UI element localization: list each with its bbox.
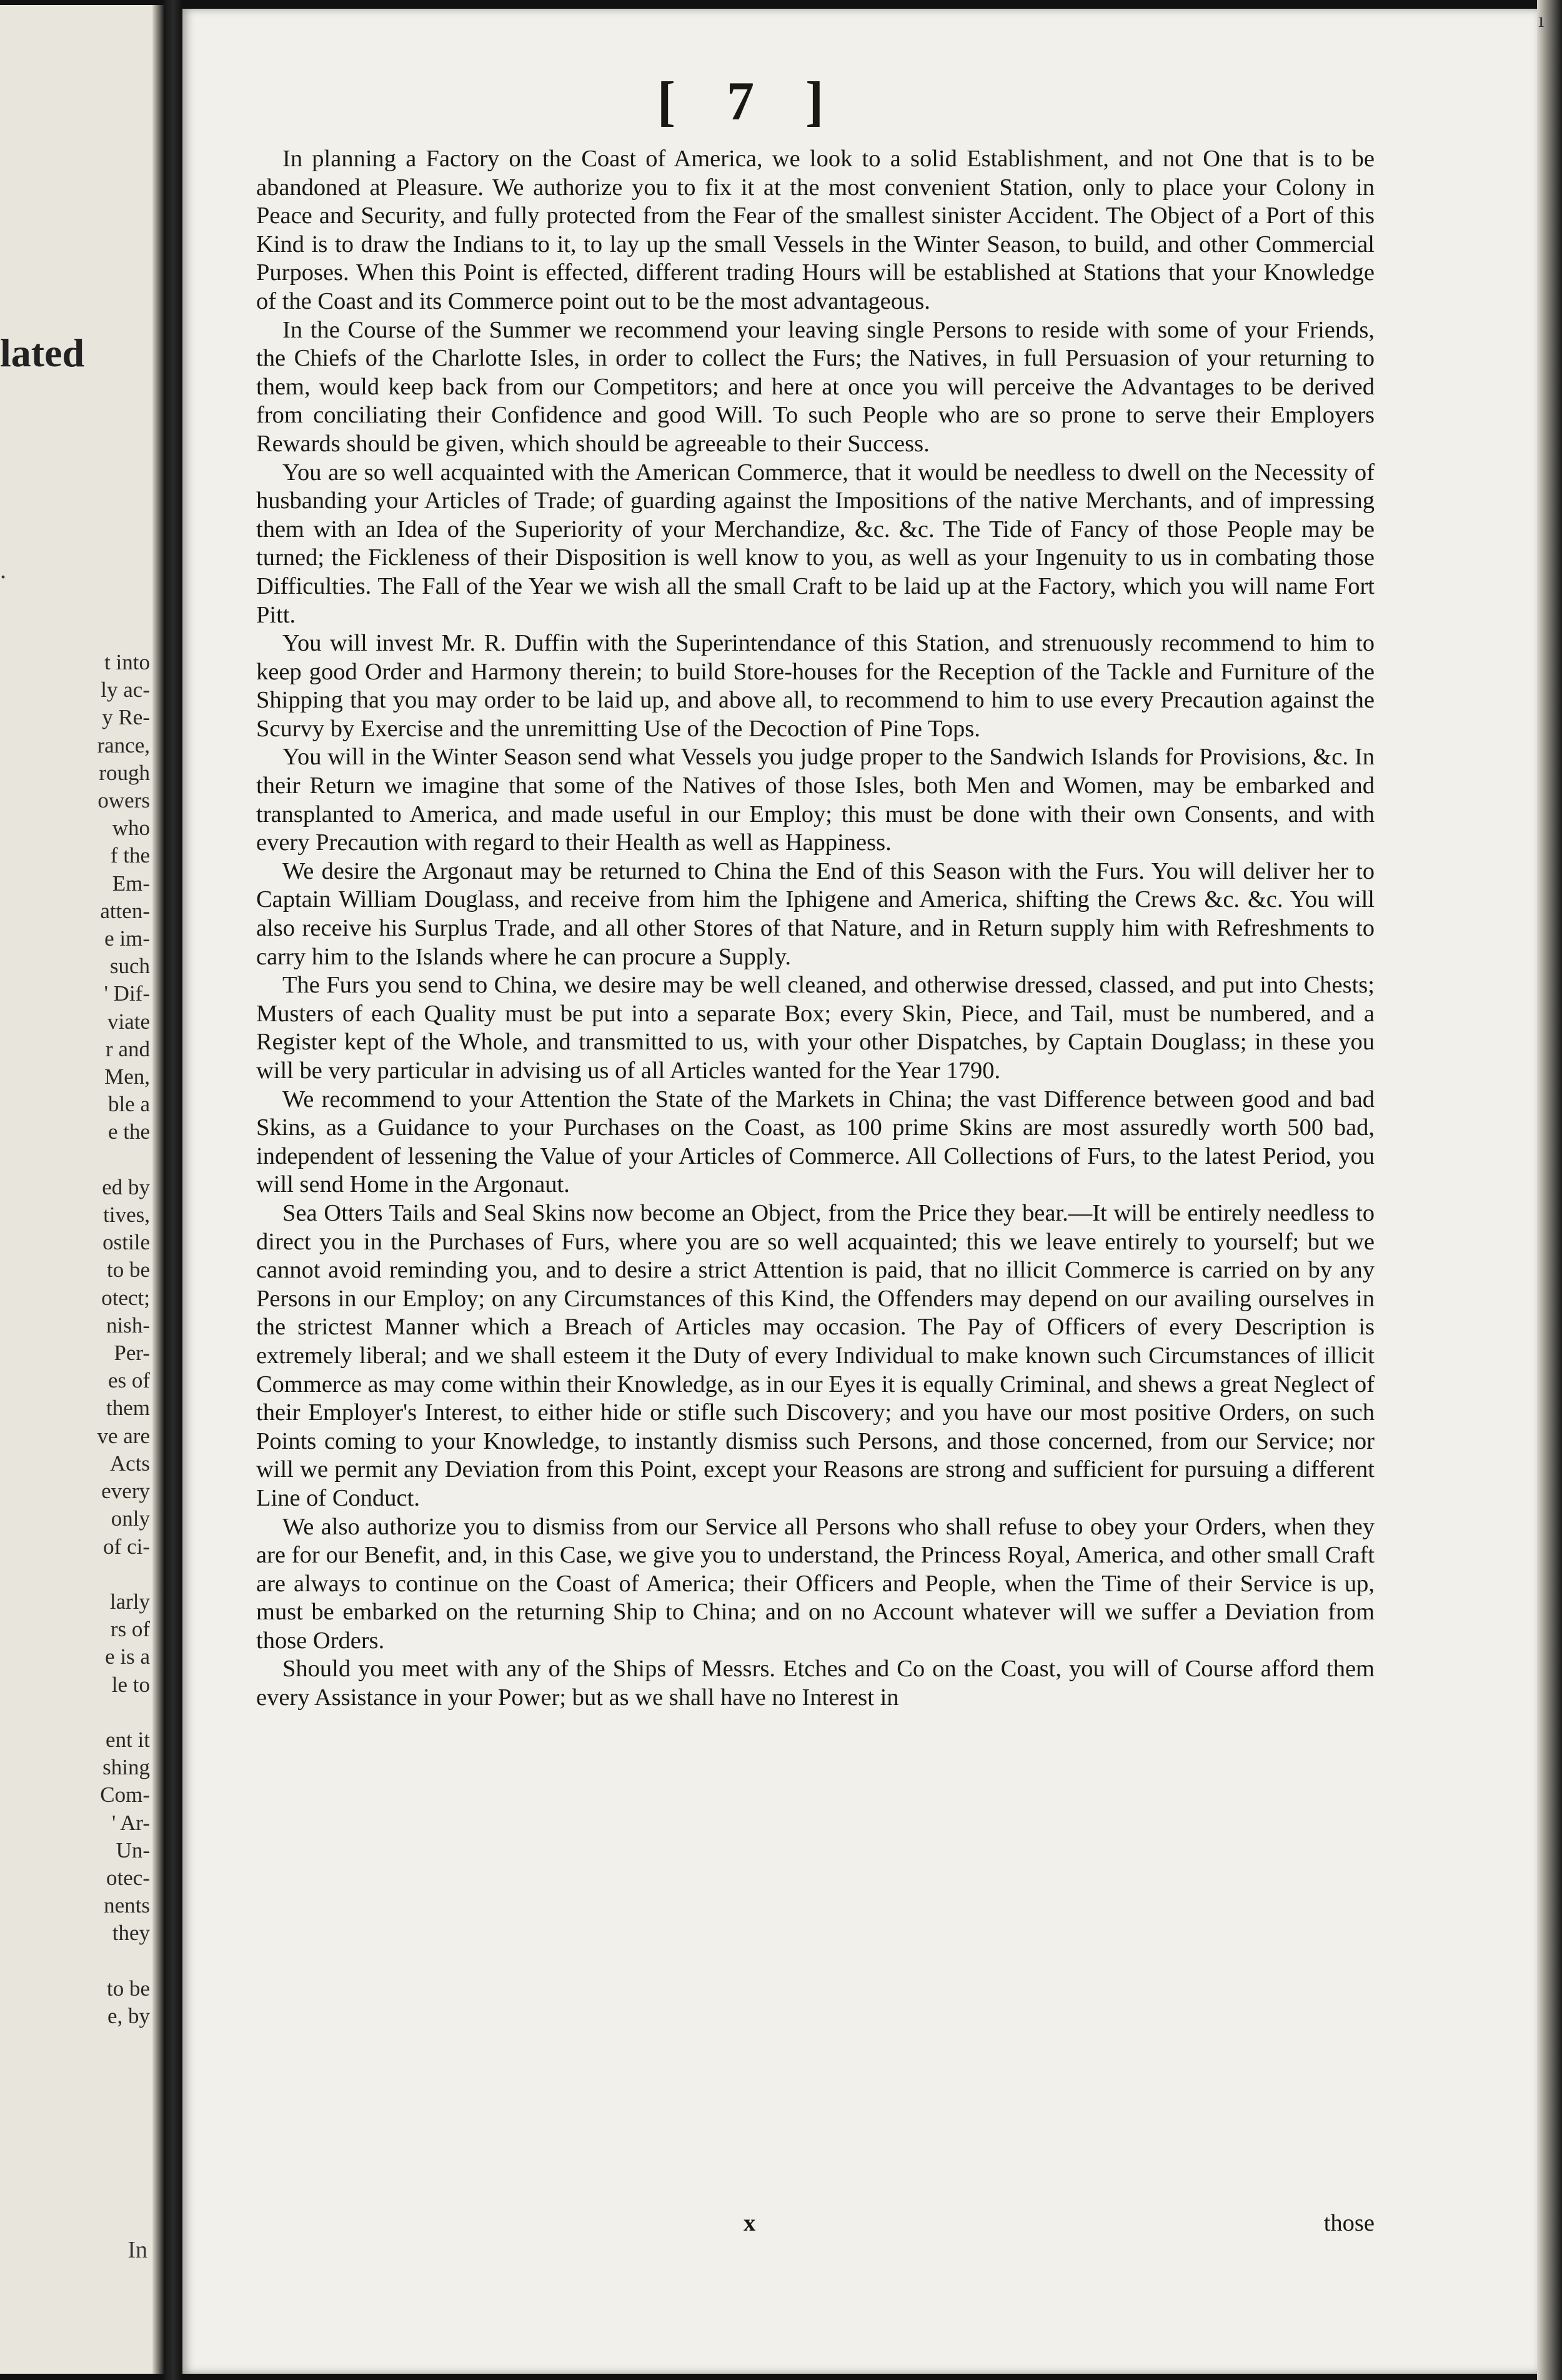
- paragraph: You are so well acquainted with the American Commerce, that it would be needless to dwell on the Necessity of husbanding your Articles of Trade; of guarding against the Impositions of the native Merchants, and of impressing them with an Idea of the Superiority of your Merchandize, &c. &c. The Tide of Fancy of those People may be turned; the Fickleness of their Disposition is well know to you, as well as your Ingenuity to us in combating those Difficulties. The Fall of the Year we wish all the small Craft to be laid up at the Factory, which you will name Fort Pitt.: [256, 459, 1375, 628]
- left-page-fragment: ostile: [102, 1230, 150, 1255]
- left-page-fragment: they: [112, 1921, 150, 1946]
- left-page-fragment: shing: [102, 1755, 150, 1780]
- left-page-fragment: only: [111, 1506, 150, 1531]
- page-number: [ 7 ]: [657, 71, 843, 132]
- left-page-fragment: r and: [106, 1036, 150, 1061]
- left-page-fragment: ' Dif-: [104, 981, 150, 1006]
- left-page-fragment: Un-: [116, 1838, 150, 1862]
- left-page-fragment: nish-: [106, 1312, 150, 1338]
- book-spine: [164, 0, 182, 2380]
- left-page-fragment: f the: [110, 843, 150, 868]
- left-page-fragment: nents: [104, 1893, 150, 1918]
- catchline: [256, 2209, 1375, 2241]
- left-page-dot: .: [0, 556, 6, 584]
- facing-left-page: [0, 5, 164, 2374]
- catchword: those: [1323, 2210, 1375, 2236]
- left-page-fragment: viate: [107, 1009, 150, 1034]
- left-page-fragment: rance,: [97, 732, 150, 758]
- left-page-fragment: Com-: [100, 1782, 150, 1808]
- left-page-fragment: larly: [109, 1589, 150, 1614]
- left-page-fragment: otec-: [106, 1865, 150, 1890]
- left-page-fragment: tives,: [103, 1202, 150, 1228]
- left-page-line-fragments: [0, 649, 150, 2030]
- left-page-fragment: them: [106, 1396, 150, 1421]
- left-page-fragment: [0, 1699, 150, 1726]
- left-page-fragment: ve are: [97, 1423, 150, 1448]
- left-page-fragment: ent it: [106, 1727, 150, 1752]
- left-page-fragment: t into: [104, 650, 150, 674]
- left-page-fragment: to be: [106, 1976, 150, 2001]
- paragraph: In the Course of the Summer we recommend your leaving single Persons to reside with some of your Friends, the Chiefs of the Charlotte Isles, in order to collect the Furs; the Natives, in full Persuasion of your returning to them, would keep back from our Competitors; and here at once you will perceive the Advantages to be derived from conciliating their Confidence and good Will. To such People who are so prone to serve their Employers Rewards should be given, which should be agreeable to their Success.: [256, 316, 1375, 457]
- left-page-fragment: [0, 1948, 150, 1975]
- left-page-fragment: Em-: [112, 871, 150, 896]
- left-page-fragment: ble a: [107, 1092, 150, 1117]
- left-page-fragment: [0, 1561, 150, 1588]
- left-page-fragment: who: [112, 816, 150, 841]
- left-page-fragment: Acts: [109, 1451, 150, 1476]
- left-page-fragment: e, by: [107, 2003, 150, 2028]
- left-page-gutter-shadow: [152, 5, 164, 2374]
- right-page-edge: [1537, 0, 1562, 2380]
- paragraph: Should you meet with any of the Ships of Messrs. Etches and Co on the Coast, you will of Course afford them every Assistance in your Power; but as we shall have no Interest in: [256, 1656, 1375, 1711]
- body-text: [256, 145, 1375, 1712]
- left-page-fragment: Men,: [104, 1064, 150, 1089]
- left-page-fragment: e is a: [105, 1644, 150, 1669]
- left-page-fragment: le to: [111, 1672, 150, 1697]
- left-page-fragment: every: [101, 1479, 150, 1504]
- left-page-fragment: e im-: [104, 926, 150, 951]
- left-page-fragment: otect;: [101, 1285, 150, 1310]
- left-page-fragment: [0, 1146, 150, 1174]
- paragraph: You will in the Winter Season send what Vessels you judge proper to the Sandwich Islands for Provisions, &c. In their Return we imagine that some of the Natives of those Isles, both Men and Women, may be embarked and transplanted to America, and made useful in our Employ; this must be done with their own Consents, and with every Precaution with regard to their Health as well as Happiness.: [256, 744, 1375, 856]
- paragraph: The Furs you send to China, we desire may be well cleaned, and otherwise dressed, classed, and put into Chests; Musters of each Quality must be put into a separate Box; every Skin, Piece, and Tail, must be numbered, and a Register kept of the Whole, and transmitted to us, with your other Dispatches, by Captain Douglass; in these you will be very particular in advising us of all Articles wanted for the Year 1790.: [256, 972, 1375, 1084]
- paragraph: We recommend to your Attention the State of the Markets in China; the vast Difference between good and bad Skins, as a Guidance to your Purchases on the Coast, as 100 prime Skins are most assuredly worth 500 bad, independent of lessening the Value of your Articles of Commerce. All Collections of Furs, to the latest Period, you will send Home in the Argonaut.: [256, 1086, 1375, 1198]
- left-page-fragment: ed by: [102, 1174, 150, 1199]
- left-page-fragment: y Re-: [102, 705, 150, 730]
- left-page-fragment: ' Ar-: [111, 1810, 150, 1835]
- paragraph: You will invest Mr. R. Duffin with the Superintendance of this Station, and strenuously recommend to him to keep good Order and Harmony therein; to build Store-houses for the Reception of the Tackle and Furniture of the Shipping that you may order to be laid up, and above all, to recommend to him to use every Precaution against the Scurvy by Exercise and the unremitting Use of the Decoction of Pine Tops.: [256, 630, 1375, 742]
- left-page-fragment: Per-: [114, 1341, 150, 1366]
- left-page-fragment: such: [109, 954, 150, 979]
- left-page-fragment: atten-: [100, 898, 150, 923]
- left-page-fragment: of ci-: [103, 1534, 150, 1559]
- paragraph: We desire the Argonaut may be returned to China the End of this Season with the Furs. You will deliver her to Captain William Douglass, and receive from him the Iphigene and America, shifting the Crews &c. &c. You will also receive his Surplus Trade, and all other Stores of that Nature, and in Return supply him with Refreshments to carry him to the Islands where he can procure a Supply.: [256, 858, 1375, 970]
- corner-mark: ı: [1538, 9, 1545, 32]
- left-page-fragment: e the: [107, 1119, 150, 1144]
- left-page-fragment: rough: [99, 760, 150, 785]
- paragraph: In planning a Factory on the Coast of America, we look to a solid Establishment, and not One that is to be abandoned at Pleasure. We authorize you to fix it at the most convenient Station, only to place your Colony in Peace and Security, and fully protected from the Fear of the smallest sinister Accident. The Object of a Port of this Kind is to draw the Indians to it, to lay up the small Vessels in the Winter Season, to build, and other Commercial Purposes. When this Point is effected, different trading Hours will be established at Stations that your Knowledge of the Coast and its Commerce point out to be the most advantageous.: [256, 146, 1375, 314]
- left-page-fragment: rs of: [110, 1617, 150, 1642]
- paragraph: We also authorize you to dismiss from our Service all Persons who shall refuse to obey your Orders, when they are for our Benefit, and, in this Case, we give you to understand, the Princess Royal, America, and other small Craft are always to continue on the Coast of America; their Officers and People, when the Time of their Service is up, must be embarked on the returning Ship to China; and on no Account whatever will we suffer a Deviation from those Orders.: [256, 1513, 1375, 1654]
- signature-mark: x: [744, 2210, 756, 2236]
- left-page-fragment: es of: [107, 1368, 150, 1393]
- paragraph: Sea Otters Tails and Seal Skins now become an Object, from the Price they bear.—It will be entirely needless to direct you in the Purchases of Furs, where you are so well acquainted; this we leave entirely to yourself; but we cannot avoid reminding you, and to desire a strict Attention is paid, that no illicit Commerce is carried on by any Persons in our Employ; on any Circumstances of this Kind, the Offenders may depend on our availing ourselves in the strictest Manner which a Breach of Articles may occasion. The Pay of Officers of every Description is extremely liberal; and we shall esteem it the Duty of every Individual to make known such Circumstances of illicit Commerce as may come within their Knowledge, as in our Eyes it is equally Criminal, and shews a great Neglect of their Employer's Interest, to either hide or stifle such Discovery; and you have our most positive Orders, on such Points coming to your Knowledge, to instantly dismiss such Persons, and those concerned, from our Service; nor will we permit any Deviation from this Point, except your Reasons are strong and sufficient for pursuing a different Line of Conduct.: [256, 1199, 1375, 1511]
- left-page-heading-fragment: lated: [0, 331, 85, 375]
- left-page-last-fragment: In: [127, 2237, 147, 2263]
- left-page-fragment: to be: [106, 1258, 150, 1282]
- left-page-fragment: ly ac-: [101, 678, 150, 702]
- left-page-fragment: owers: [97, 788, 150, 813]
